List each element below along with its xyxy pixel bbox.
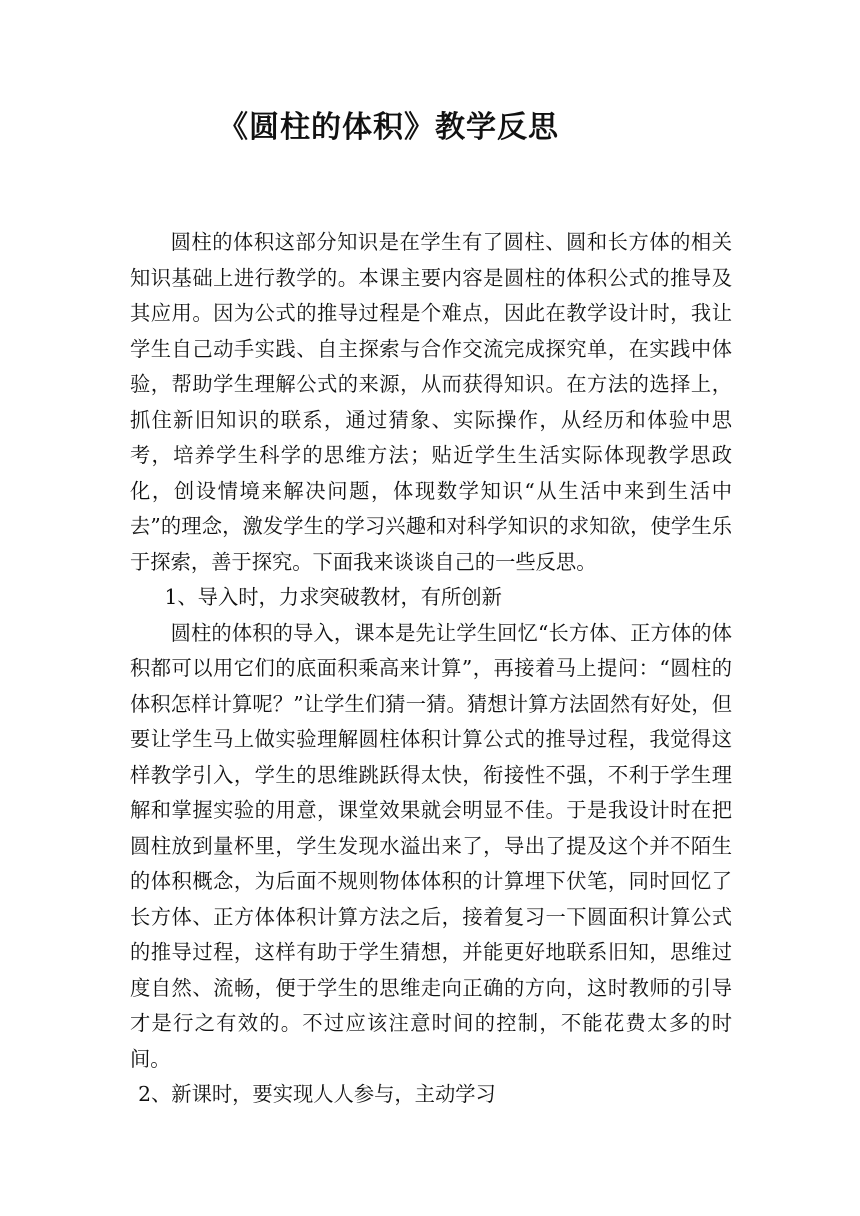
section-heading-2: 2、新课时，要实现人人参与，主动学习	[138, 1082, 496, 1106]
document-body	[130, 225, 732, 1113]
intro-paragraph: 圆柱的体积这部分知识是在学生有了圆柱、圆和长方体的相关知识基础上进行教学的。本课主要内容是圆柱的体积公式的推导及其应用。因为公式的推导过程是个难点，因此在教学设计时，我让学生自己动手实践、自主探索与合作交流完成探究单，在实践中体验，帮助学生理解公式的来源，从而获得知识。在方法的选择上，抓住新旧知识的联系，通过猜象、实际操作，从经历和体验中思考，培养学生科学的思维方法；贴近学生生活实际体现教学思政化，创设情境来解决问题，体现数学知识“从生活中来到生活中去”的理念，激发学生的学习兴趣和对科学知识的求知欲，使学生乐于探索，善于探究。下面我来谈谈自己的一些反思。	[130, 230, 732, 574]
section-heading-1: 1、导入时，力求突破教材，有所创新	[164, 585, 502, 609]
document-title: 《圆柱的体积》教学反思	[218, 110, 559, 145]
section-1-paragraph: 圆柱的体积的导入，课本是先让学生回忆“长方体、正方体的体积都可以用它们的底面积乘高来计算”，再接着马上提问：“圆柱的体积怎样计算呢？”让学生们猜一猜。猜想计算方法固然有好处，但要让学生马上做实验理解圆柱体积计算公式的推导过程，我觉得这样教学引入，学生的思维跳跃得太快，衔接性不强，不利于学生理解和掌握实验的用意，课堂效果就会明显不佳。于是我设计时在把圆柱放到量杯里，学生发现水溢出来了，导出了提及这个并不陌生的体积概念，为后面不规则物体体积的计算埋下伏笔，同时回忆了长方体、正方体体积计算方法之后，接着复习一下圆面积计算公式的推导过程，这样有助于学生猜想，并能更好地联系旧知，思维过度自然、流畅，便于学生的思维走向正确的方向，这时教师的引导才是行之有效的。不过应该注意时间的控制，不能花费太多的时间。	[130, 620, 732, 1071]
